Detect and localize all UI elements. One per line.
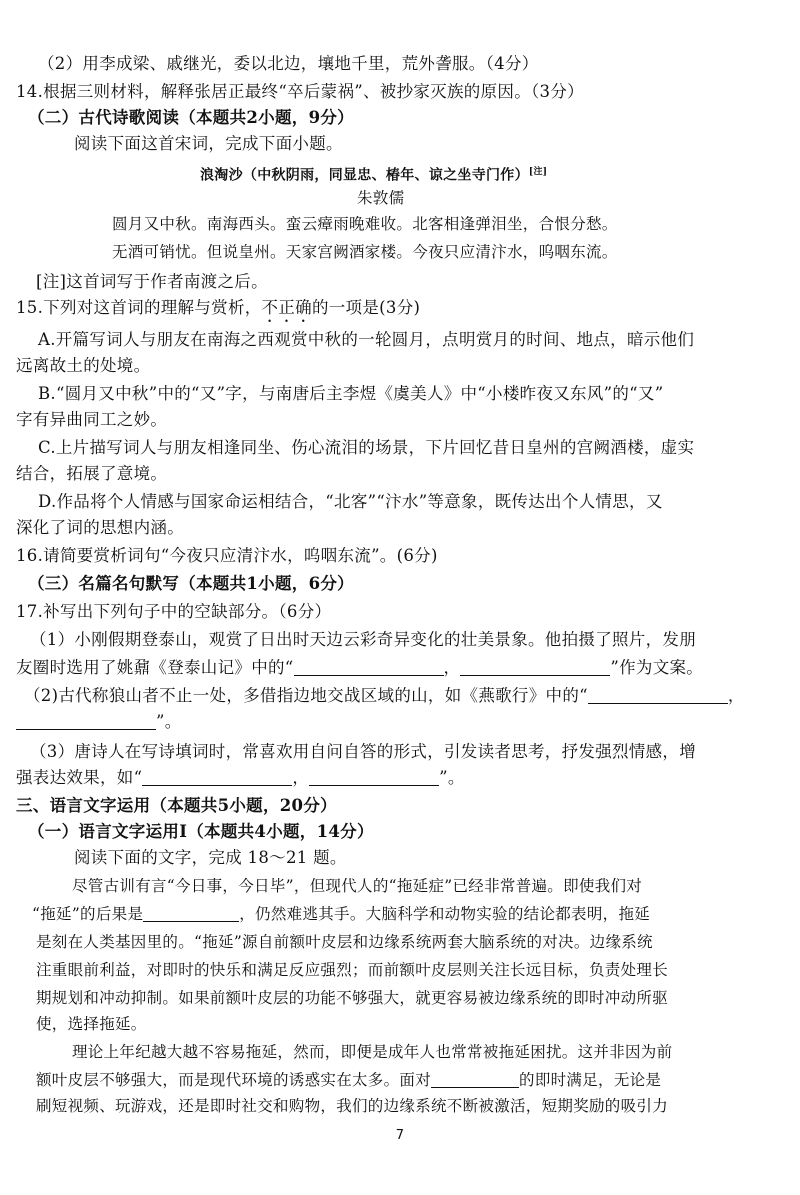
q17-3-sep: ， <box>292 768 310 787</box>
option-b-line-1: B.“圆月又中秋”中的“又”字，与南唐后主李煜《虞美人》中“小楼昨夜又东风”的“又” <box>38 384 664 403</box>
passage-p2-line-3: 刷短视频、玩游戏，还是即时社交和购物，我们的边缘系统不断被激活，短期奖励的吸引力 <box>36 1097 669 1115</box>
option-a-line-1: A.开篇写词人与朋友在南海之西观赏中秋的一轮圆月，点明赏月的时间、地点，暗示他们 <box>38 330 695 349</box>
answer-blank-17-2a[interactable] <box>588 685 728 704</box>
poem-note-mark: [注] <box>528 167 548 177</box>
q17-3-prefix: 强表达效果，如“ <box>16 768 143 787</box>
poem-line-2: 无酒可销忧。但说皇州。天家宫阙酒家楼。今夜只应清汴水，呜咽东流。 <box>112 243 618 261</box>
q15-suffix: 的一项是(3分) <box>311 298 421 317</box>
p2-2-prefix: 额叶皮层不够强大，而是现代环境的诱惑实在太多。面对 <box>36 1071 432 1089</box>
passage-p2-line-1: 理论上年纪越大越不容易拖延，然而，即便是成年人也常常被拖延困扰。这并非因为前 <box>72 1043 673 1061</box>
q17-2-prefix: （2)古代称狼山者不止一处，多借指边地交战区域的山，如《燕歌行》中的“ <box>24 686 588 705</box>
question-17: 17.补写出下列句子中的空缺部分。（6分） <box>16 602 332 621</box>
q15-emphasis: 不正确 <box>261 298 312 317</box>
page-number: 7 <box>395 1128 405 1143</box>
q17-item-3-line-2 <box>16 766 465 790</box>
answer-blank-passage-1[interactable] <box>143 903 239 922</box>
q17-2-suffix: ”。 <box>156 712 182 731</box>
p1-2-suffix: ，仍然难逃其手。大脑科学和动物实验的结论都表明，拖延 <box>239 905 651 923</box>
answer-blank-17-3a[interactable] <box>142 767 292 786</box>
poem-line-1: 圆月又中秋。南海西头。蛮云瘴雨晚难收。北客相逢弹泪坐，合恨分愁。 <box>112 215 618 233</box>
option-a-line-2: 远离故土的处境。 <box>16 356 151 375</box>
passage-p1-line-1: 尽管古训有言“今日事，今日毕”，但现代人的“拖延症”已经非常普遍。即使我们对 <box>72 877 643 895</box>
passage-p1-line-2 <box>32 902 650 926</box>
q17-1-prefix: 友圈时选用了姚鼐《登泰山记》中的“ <box>16 658 294 677</box>
section-heading-language-1: （一）语言文字运用Ⅰ（本题共4小题，14分） <box>28 822 374 841</box>
passage-p1-line-3: 是刻在人类基因里的。“拖延”源自前额叶皮层和边缘系统两套大脑系统的对决。边缘系统 <box>36 933 653 951</box>
q13-item-2: （2）用李成梁、戚继光，委以北边，壤地千里，荒外詟服。（4分） <box>38 54 539 73</box>
q17-item-2-line-1 <box>24 684 745 708</box>
p1-2-prefix: “拖延”的后果是 <box>32 905 144 923</box>
section-heading-language: 三、语言文字运用（本题共5小题，20分） <box>16 796 337 815</box>
poem-title-text: 浪淘沙（中秋阴雨，同显忠、椿年、谅之坐寺门作） <box>200 167 529 184</box>
q17-item-2-line-2 <box>16 710 182 734</box>
passage-p1-line-6: 使，选择拖延。 <box>36 1015 147 1033</box>
question-15 <box>16 296 420 326</box>
q17-1-sep: ， <box>443 658 461 677</box>
passage-p1-line-4: 注重眼前利益，对即时的快乐和满足反应强烈；而前额叶皮层则关注长远目标，负责处理长 <box>36 961 669 979</box>
question-14: 14.根据三则材料，解释张居正最终“卒后蒙祸”、被抄家灭族的原因。（3分） <box>16 82 584 101</box>
option-d-line-2: 深化了词的思想内涵。 <box>16 518 184 537</box>
p2-2-suffix: 的即时满足，无论是 <box>519 1071 662 1089</box>
answer-blank-17-1b[interactable] <box>460 657 610 676</box>
question-16: 16.请简要赏析词句“今夜只应清汴水，呜咽东流”。(6分) <box>16 546 438 565</box>
q17-item-1-line-2 <box>16 656 703 680</box>
answer-blank-passage-2[interactable] <box>431 1069 519 1088</box>
poem-author: 朱敦儒 <box>357 189 405 207</box>
q17-item-3-line-1: （3）唐诗人在写诗填词时，常喜欢用自问自答的形式，引发读者思考，抒发强烈情感，增 <box>30 742 696 761</box>
passage-p1-line-5: 期规划和冲动抑制。如果前额叶皮层的功能不够强大，就更容易被边缘系统的即时冲动所驱 <box>36 989 669 1007</box>
poem-instruction: 阅读下面这首宋词，完成下面小题。 <box>74 134 343 153</box>
option-c-line-2: 结合，拓展了意境。 <box>16 464 168 483</box>
section-heading-recitation: （三）名篇名句默写（本题共1小题，6分） <box>28 574 354 593</box>
poem-title <box>200 160 547 188</box>
option-b-line-2: 字有异曲同工之妙。 <box>16 410 168 429</box>
poem-footnote: [注]这首词写于作者南渡之后。 <box>36 272 268 291</box>
answer-blank-17-2b[interactable] <box>16 711 156 730</box>
reading-instruction: 阅读下面的文字，完成 18～21 题。 <box>74 848 347 867</box>
answer-blank-17-3b[interactable] <box>309 767 439 786</box>
passage-p2-line-2 <box>36 1068 661 1092</box>
q17-3-suffix: ”。 <box>439 768 465 787</box>
q17-item-1-line-1: （1）小刚假期登泰山，观赏了日出时天边云彩奇异变化的壮美景象。他拍摄了照片，发朋 <box>30 630 696 649</box>
q17-1-suffix: ”作为文案。 <box>610 658 704 677</box>
answer-blank-17-1a[interactable] <box>294 657 444 676</box>
q17-2-sep: ， <box>727 686 745 705</box>
option-c-line-1: C.上片描写词人与朋友相逢同坐、伤心流泪的场景，下片回忆昔日皇州的宫阙酒楼，虚实 <box>38 438 695 457</box>
option-d-line-1: D.作品将个人情感与国家命运相结合，“北客”“汴水”等意象，既传达出个人情思，又 <box>38 492 663 511</box>
q15-prefix: 15.下列对这首词的理解与赏析， <box>16 298 262 317</box>
section-heading-poetry: （二）古代诗歌阅读（本题共2小题，9分） <box>28 108 354 127</box>
